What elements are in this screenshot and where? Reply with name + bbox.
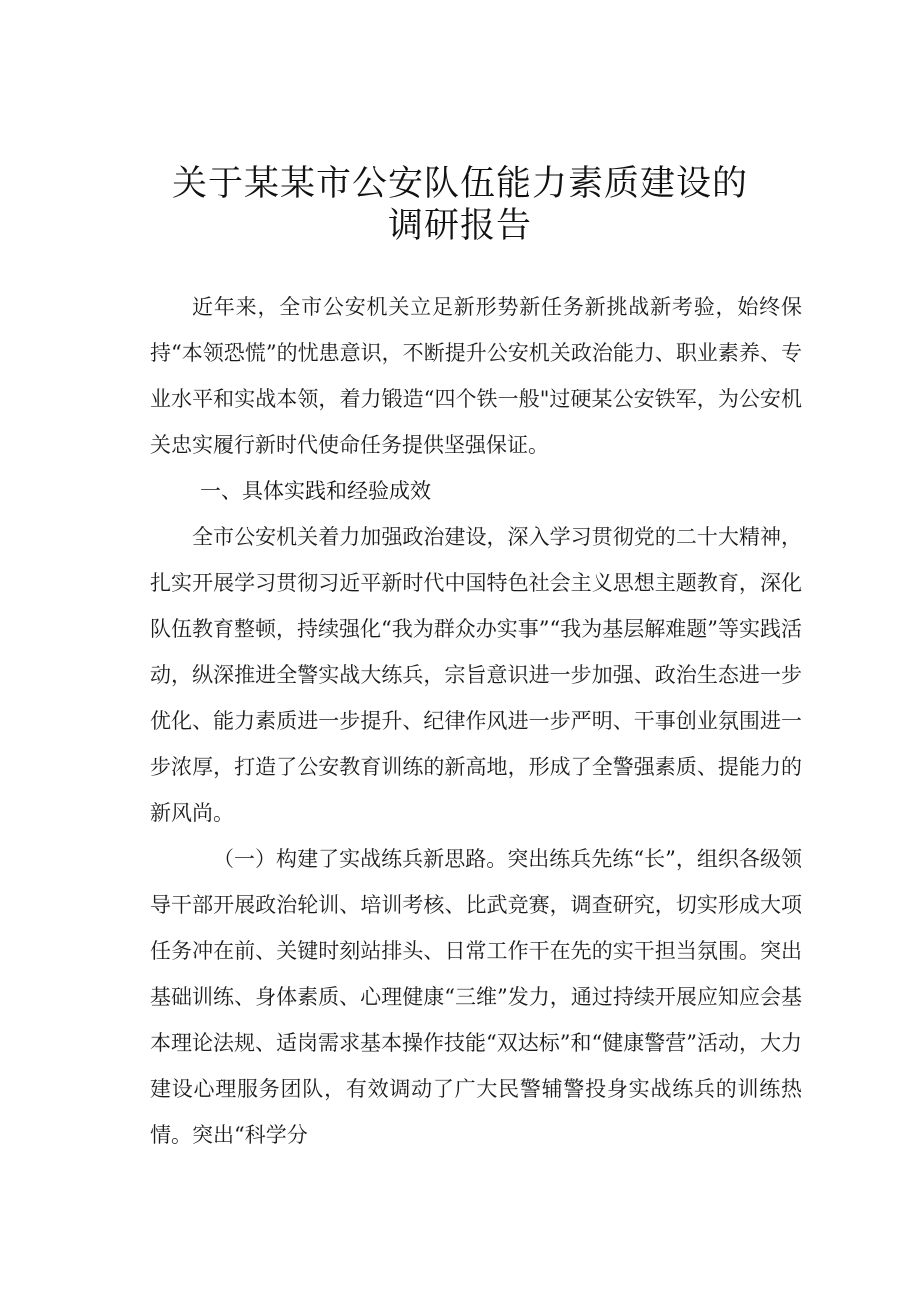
document-title-line-1: 关于某某市公安队伍能力素质建设的 <box>171 164 748 204</box>
intro-paragraph: 近年来，全市公安机关立足新形势新任务新挑战新考验，始终保持“本领恐慌”的忧患意识，不断提升公安机关政治能力、职业素养、专业水平和实战本领，着力锻造“四个铁一般"过硬某公安铁军，为公安机关忠实履行新时代使命任务提供坚强保证。 <box>150 295 802 457</box>
subsection-paragraph: （一）构建了实战练兵新思路。突出练兵先练“长”，组织各级领导干部开展政治轮训、培训考核、比武竞赛，调查研究，切实形成大项任务冲在前、关键时刻站排头、日常工作干在先的实干担当氛围。突出基础训练、身体素质、心理健康“三维”发力，通过持续开展应知应会基本理论法规、适岗需求基本操作技能“双达标”和“健康警营”活动，大力建设心理服务团队，有效调动了广大民警辅警投身实战练兵的训练热情。突出“科学分 <box>150 847 802 1147</box>
section-paragraph: 全市公安机关着力加强政治建设，深入学习贯彻党的二十大精神，扎实开展学习贯彻习近平新时代中国特色社会主义思想主题教育，深化队伍教育整顿，持续强化“我为群众办实事”“我为基层解难题”等实践活动，纵深推进全警实战大练兵，宗旨意识进一步加强、政治生态进一步优化、能力素质进一步提升、纪律作风进一步严明、干事创业氛围进一步浓厚，打造了公安教育训练的新高地，形成了全警强素质、提能力的新风尚。 <box>150 525 802 825</box>
document-title-line-2: 调研报告 <box>387 206 532 246</box>
section-heading: 一、具体实践和经验成效 <box>200 479 431 503</box>
document-body <box>150 284 802 1158</box>
